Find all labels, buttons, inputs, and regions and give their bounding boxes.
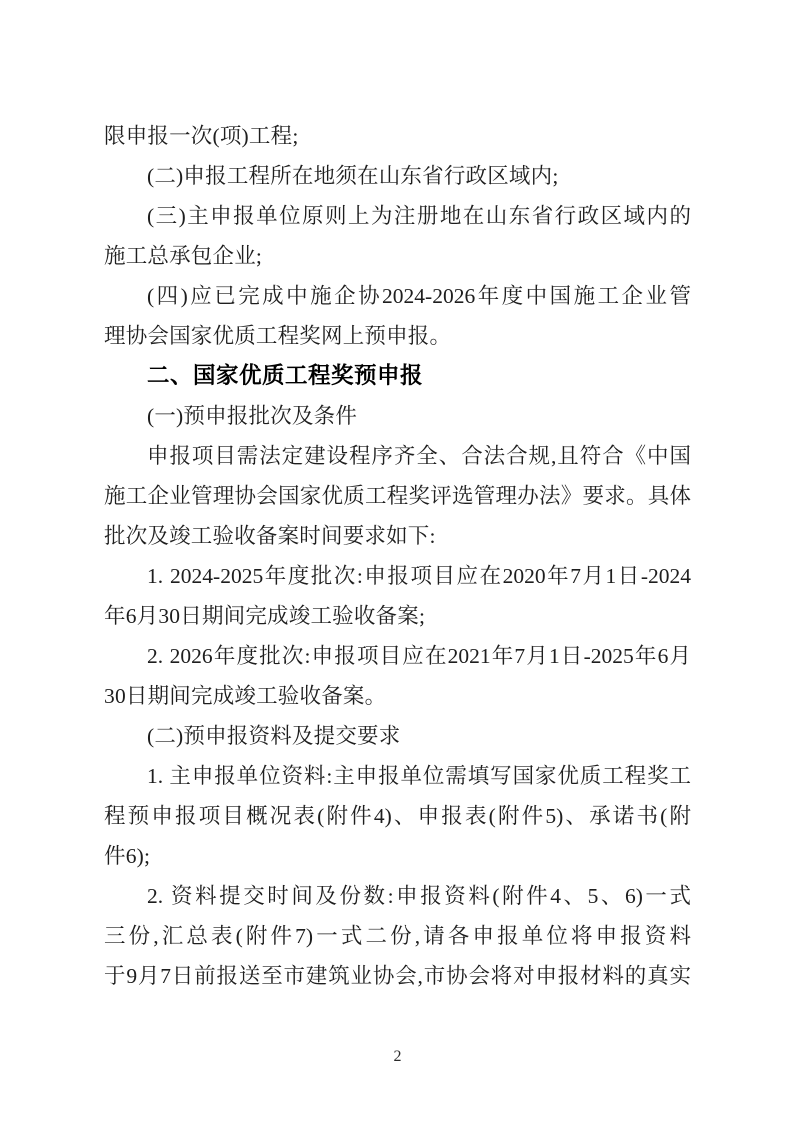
text-line: 施工总承包企业;: [104, 244, 263, 268]
document-body: [104, 116, 691, 996]
text-line: 2. 资料提交时间及份数:申报资料(附件4、5、6)一式: [147, 884, 691, 908]
text-line: 1. 主申报单位资料:主申报单位需填写国家优质工程奖工: [147, 764, 691, 788]
text-line: (二)申报工程所在地须在山东省行政区域内;: [147, 164, 559, 188]
text-line: 批次及竣工验收备案时间要求如下:: [104, 524, 436, 548]
text-line: 施工企业管理协会国家优质工程奖评选管理办法》要求。具体: [104, 484, 691, 508]
text-line: 2. 2026年度批次:申报项目应在2021年7月1日-2025年6月: [147, 644, 691, 668]
page-footer: [0, 1048, 795, 1066]
section-heading: 二、国家优质工程奖预申报: [147, 363, 424, 388]
text-line: (一)预申报批次及条件: [147, 404, 358, 428]
page-number: 2: [393, 1048, 402, 1065]
text-line: 申报项目需法定建设程序齐全、合法合规,且符合《中国: [147, 444, 691, 468]
text-line: (二)预申报资料及提交要求: [147, 724, 401, 748]
text-line: 1. 2024-2025年度批次:申报项目应在2020年7月1日-2024: [147, 564, 691, 588]
text-line: 年6月30日期间完成竣工验收备案;: [104, 604, 426, 628]
text-line: 三份,汇总表(附件7)一式二份,请各申报单位将申报资料: [104, 924, 691, 948]
text-line: (四)应已完成中施企协2024-2026年度中国施工企业管: [147, 284, 691, 308]
text-line: 理协会国家优质工程奖网上预申报。: [104, 324, 452, 348]
text-line: 于9月7日前报送至市建筑业协会,市协会将对申报材料的真实: [104, 964, 691, 988]
text-line: (三)主申报单位原则上为注册地在山东省行政区域内的: [147, 204, 691, 228]
text-line: 程预申报项目概况表(附件4)、申报表(附件5)、承诺书(附: [104, 804, 691, 828]
text-line: 件6);: [104, 844, 151, 868]
text-line: 限申报一次(项)工程;: [104, 124, 299, 148]
text-line: 30日期间完成竣工验收备案。: [104, 684, 387, 708]
